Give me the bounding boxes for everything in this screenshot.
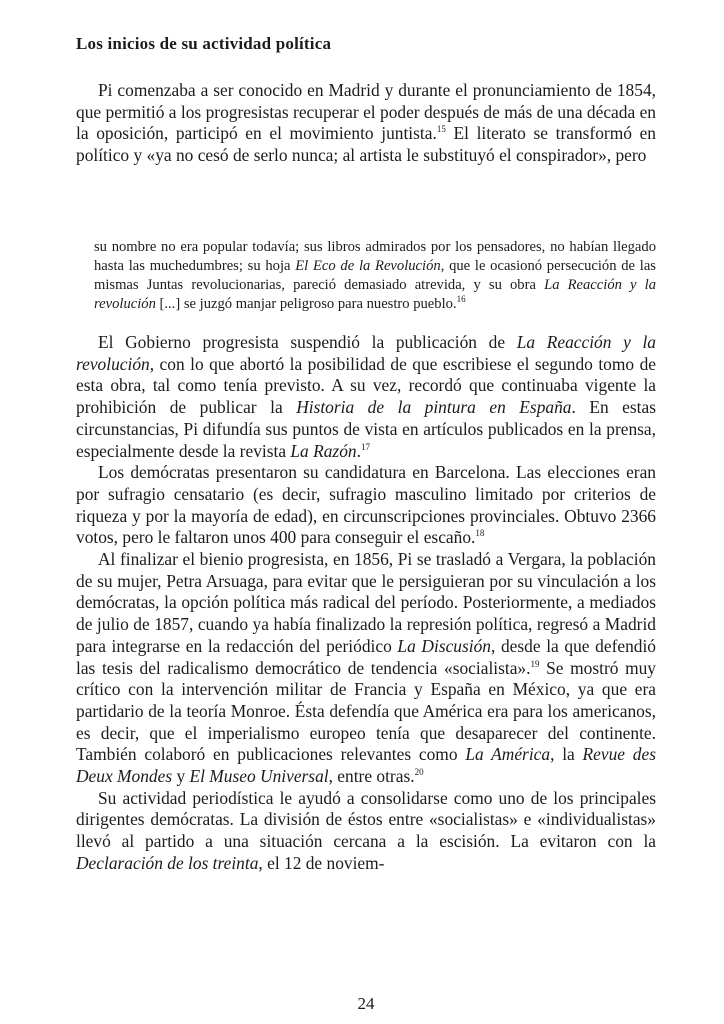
quote-title-reaccion: La Reacción y la revolución xyxy=(94,276,657,312)
p4-title-museo: El Museo Universal xyxy=(189,766,329,787)
p2-title-historia: Historia de la pintura en España xyxy=(296,397,572,418)
footnote-ref-15: 15 xyxy=(436,124,446,135)
p2-text-c: . En estas circunstancias, Pi difundía sus puntos de vista en artículos publicados en la prensa, especialmente desde la revista xyxy=(76,397,656,461)
footnote-ref-18: 18 xyxy=(475,528,485,539)
p2-title-reaccion: La Reacción y la revolución xyxy=(76,332,657,374)
block-quote xyxy=(94,238,656,314)
p1-text-b: El literato se transformó en político y «ya no cesó de serlo nunca; al artista le substituyó el conspirador», pero xyxy=(76,123,656,166)
p5-text-b: , el 12 de noviem- xyxy=(258,852,385,873)
quote-text-b: , que le ocasionó persecución de las mismas Juntas revolucionarias, pareció demasiado atrevida, y su obra xyxy=(94,257,656,293)
paragraph-1 xyxy=(76,80,656,167)
p3-text-a: Los demócratas presentaron su candidatura en Barcelona. Las elecciones eran por sufragio censatario (es decir, sufragio masculino limitado por criterios de riqueza y por la mayoría de edad), en circunscripciones provinciales. Obtuvo 2366 votos, pero le faltaron unos 400 para conseguir el escaño. xyxy=(76,462,656,548)
p4-title-america: La América xyxy=(465,744,551,765)
page-number: 24 xyxy=(357,994,375,1013)
p4-title-revue: Revue des Deux Mondes xyxy=(76,744,656,787)
paragraph-2 xyxy=(76,332,656,462)
quote-text-a: su nombre no era popular todavía; sus libros admirados por los pensadores, no habían llegado hasta las muchedumbres; su hoja xyxy=(94,239,656,274)
p5-title-declaracion: Declaración de los treinta xyxy=(76,852,259,873)
p2-text-a: El Gobierno progresista suspendió la publicación de xyxy=(98,332,517,352)
section-heading: Los inicios de su actividad política xyxy=(76,34,332,53)
p4-text-d: , la xyxy=(550,744,583,765)
p1-text-a: Pi comenzaba a ser conocido en Madrid y durante el pronunciamiento de 1854, que permitió a los progresistas recuperar el poder después de más de una década en la oposición, participó en el movimiento juntista. xyxy=(76,80,656,144)
p4-text-e: y xyxy=(172,766,190,787)
p4-text-c: Se mostró muy crítico con la intervención militar de Francia y España en México, ya que era partidario de la teoría Monroe. Ésta defendía que América era para los americanos, es decir, que el imperialismo europeo tenía que desaparecer del continente. También colaboró en publicaciones relevantes como xyxy=(76,657,656,765)
p5-text-a: Su actividad periodística le ayudó a consolidarse como uno de los principales dirigentes demócratas. La división de éstos entre «socialistas» e «individualistas» llevó al partido a una situación cercana a la escisión. La evitaron con la xyxy=(76,787,656,852)
body-paragraphs xyxy=(76,332,656,875)
p2-text-d: . xyxy=(356,440,361,461)
footnote-ref-16: 16 xyxy=(456,293,466,304)
book-page xyxy=(76,0,656,1024)
quote-title-eco: El Eco de la Revolución xyxy=(295,257,441,274)
quote-text-c: [...] se juzgó manjar peligroso para nuestro pueblo. xyxy=(155,295,457,312)
footnote-ref-20: 20 xyxy=(414,767,424,778)
p2-text-b: , con lo que abortó la posibilidad de que escribiese el segundo tomo de esta obra, tal como tenía previsto. A su vez, recordó que continuaba vigente la prohibición de publicar la xyxy=(76,353,656,418)
footnote-ref-17: 17 xyxy=(360,441,370,452)
p4-text-f: , entre otras. xyxy=(328,766,415,787)
paragraph-5 xyxy=(76,788,656,875)
p4-text-b: , desde la que defendió las tesis del radicalismo democrático de tendencia «socialista». xyxy=(76,635,656,678)
footnote-ref-19: 19 xyxy=(530,658,540,669)
paragraph-4 xyxy=(76,549,656,788)
p4-text-a: Al finalizar el bienio progresista, en 1856, Pi se trasladó a Vergara, la población de su mujer, Petra Arsuaga, para evitar que le persiguieran por su vinculación a los demócratas, la opción política más radical del período. Posteriormente, a mediados de julio de 1857, cuando ya había finalizado la represión política, regresó a Madrid para integrarse en la redacción del periódico xyxy=(76,549,656,656)
paragraph-3 xyxy=(76,462,656,549)
p4-title-discusion: La Discusión xyxy=(397,635,491,656)
p2-title-razon: La Razón xyxy=(290,440,357,461)
